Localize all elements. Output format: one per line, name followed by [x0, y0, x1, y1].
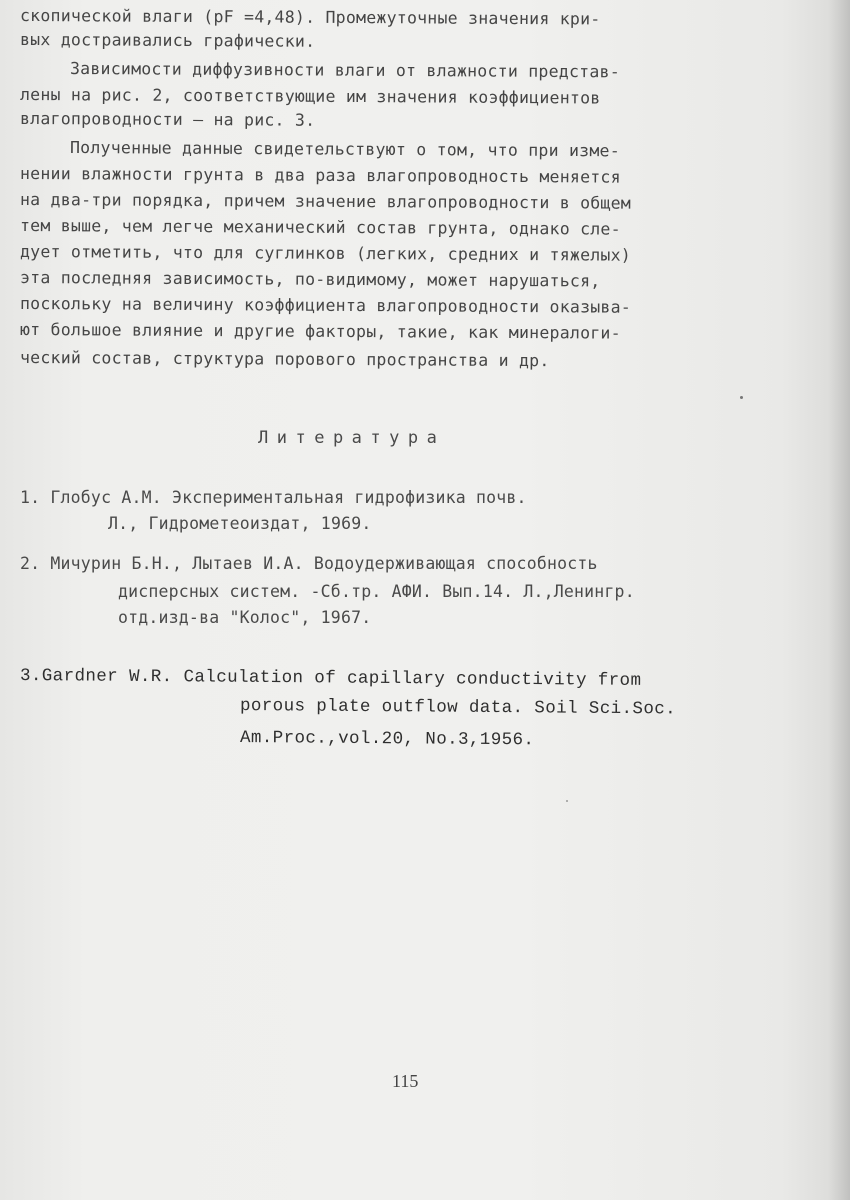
reference-2-line-2: дисперсных систем. -Сб.тр. АФИ. Вып.14. Л.,Ленингр. — [118, 582, 635, 601]
body-text-line-11: эта последняя зависимость, по-видимому, может нарушаться, — [19, 268, 601, 291]
body-text-line-13: ют большое влияние и другие факторы, такие, как минералоги- — [19, 320, 621, 343]
body-text-line-4: лены на рис. 2, соответствующие им значения коэффициентов — [19, 85, 601, 108]
body-text-line-14: ческий состав, структура порового пространства и др. — [19, 348, 550, 371]
body-text-line-9: тем выше, чем легче механический состав грунта, однако сле- — [19, 216, 621, 239]
reference-3-line-1: 3.Gardner W.R. Calculation of capillary conductivity from — [19, 666, 642, 691]
body-text-line-6: Полученные данные свидетельствуют о том, что при изме- — [69, 138, 620, 161]
body-text-line-2: вых достраивались графически. — [19, 30, 316, 51]
body-text-line-10: дует отметить, что для суглинков (легких, средних и тяжелых) — [19, 242, 632, 265]
body-text-line-8: на два-три порядка, причем значение влагопроводности в общем — [19, 190, 632, 213]
page-edge-shadow — [828, 0, 850, 1200]
paper-speck — [566, 800, 568, 802]
paper-speck — [740, 396, 743, 399]
body-text-line-5: влагопроводности – на рис. 3. — [19, 109, 316, 130]
reference-3-line-3: Am.Proc.,vol.20, No.3,1956. — [239, 728, 535, 751]
reference-1-line-2: Л., Гидрометеоиздат, 1969. — [108, 514, 372, 533]
reference-3-line-2: porous plate outflow data. Soil Sci.Soc. — [239, 696, 677, 720]
reference-2-line-3: отд.изд-ва "Колос", 1967. — [118, 608, 372, 627]
body-text-line-7: нении влажности грунта в два раза влагопроводность меняется — [19, 164, 621, 187]
body-text-line-12: поскольку на величину коэффициента влагопроводности оказыва- — [19, 294, 632, 317]
reference-1-line-1: 1. Глобус А.М. Экспериментальная гидрофизика почв. — [20, 488, 527, 507]
body-text-line-3: Зависимости диффузивности влаги от влажности представ- — [69, 59, 620, 82]
reference-2-line-1: 2. Мичурин Б.Н., Лытаев И.А. Водоудерживающая способность — [20, 554, 598, 573]
references-heading: Литература — [258, 428, 446, 448]
page-number: 115 — [392, 1071, 419, 1091]
body-text-line-1: скопической влаги (pF =4,48). Промежуточные значения кри- — [19, 6, 601, 29]
